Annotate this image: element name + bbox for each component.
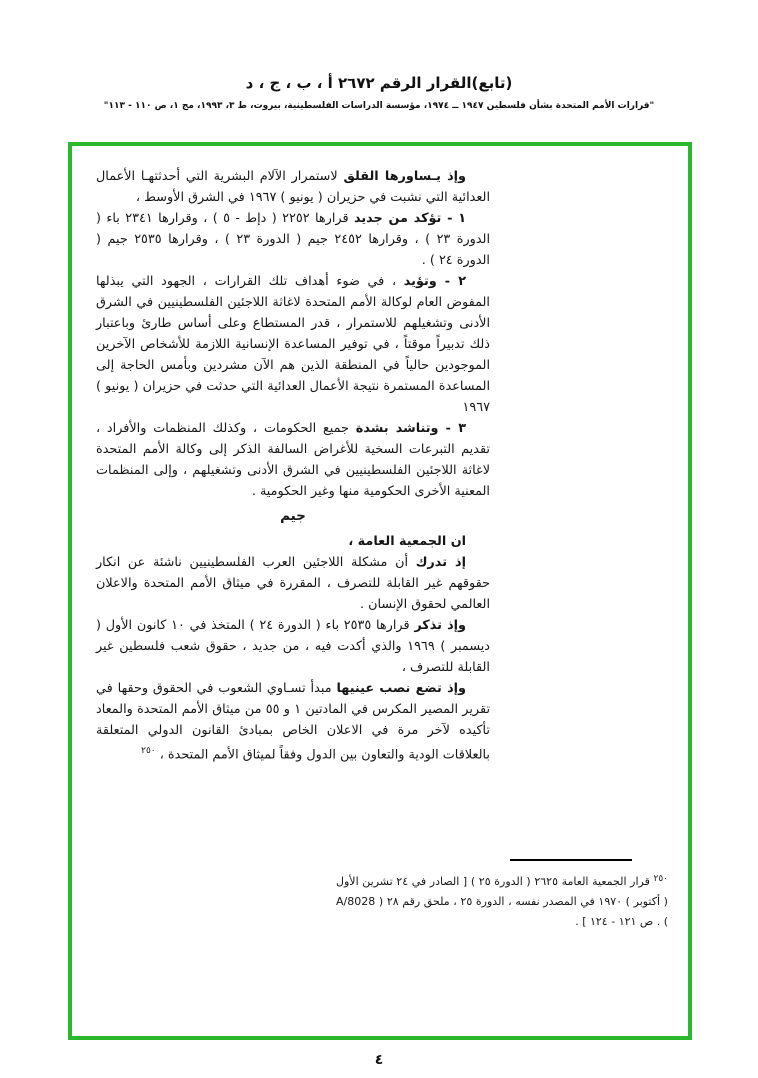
page-number: ٤ [374,1052,384,1068]
paragraph-lead: ان الجمعية العامة ، [348,534,466,549]
paragraph-operative-1 [96,208,490,271]
green-border-frame [68,142,692,1040]
footnote-text [336,869,668,932]
footnote-marker: ٢٥٠ [653,874,668,884]
footnote-separator-rule [510,859,632,861]
paragraph-text: أن مشكلة اللاجئين العرب الفلسطينيين ناشئة عن انكار حقوقهم غير القابلة للتصرف ، المقررة في ميثاق الأمم المتحدة والاعلان العالمي لحقوق الإنسان . [96,555,490,612]
paragraph-lead: وإذ تضع نصب عينيها [336,681,466,696]
paragraph-preamble-2 [96,552,490,615]
paragraph-text: جميع الحكومات ، وكذلك المنظمات والأفراد ، تقديم التبرعات السخية للأغراض السالفة الذكر إلى وكالة الأمم المتحدة لاغاثة اللاجئين الفلسطينيين في الشرق الأدنى وتشغيلهم ، وإلى المنظمات المعنية الأخرى الحكومية منها وغير الحكومية . [96,421,490,499]
paragraph-text: قرارها ٢٥٣٥ باء ( الدورة ٢٤ ) المتخذ في ١٠ كانون الأول ( ديسمبر ) ١٩٦٩ والذي أكدت فيه ، من جديد ، حقوق شعب فلسطين غير القابلة للتصرف ، [96,618,491,675]
footnote-body: قرار الجمعية العامة ٢٦٢٥ ( الدورة ٢٥ ) [ الصادر في ٢٤ تشرين الأول ( أكتوبر ) ١٩٧٠ في المصدر نفسه ، الدورة ٢٥ ، ملحق رقم ٢٨ ( A/8028 ) . ص ١٢١ - ١٢٤ ] . [336,875,668,928]
paragraph-preamble [96,166,490,208]
section-heading-jeem: جيم [280,508,306,524]
paragraph-text: مبدأ تسـاوي الشعوب في الحقوق وحقها في تقرير المصير المكرس في المادتين ١ و ٥٥ من ميثاق الأمم المتحدة والمعاد تأكيده لآخر مرة في الاعلان الخاص بمبادئ القانون الدولي المتعلقة بالعلاقات الودية والتعاون بين الدول وفقاً لميثاق الأمم المتحدة ، [96,681,490,763]
paragraph-assembly-opening [96,531,490,552]
paragraph-lead: ١ - تؤكد من جديد [353,211,467,226]
paragraph-operative-3 [96,418,490,502]
footnote-reference: ٢٥٠ [141,746,156,756]
document-source-line: "قرارات الأمم المتحدة بشأن فلسطين ١٩٤٧ ــ ١٩٧٤، مؤسسة الدراسات الفلسطينية، بيروت، ط ٣، ١٩٩٣، مج ١، ص ١١٠ - ١١٣" [103,101,655,111]
paragraph-text: قرارها ٢٢٥٢ ( دإط - ٥ ) ، وقرارها ٢٣٤١ باء ( الدورة ٢٣ ) ، وقرارها ٢٤٥٢ جيم ( الدورة ٢٣ ) ، وقرارها ٢٥٣٥ جيم ( الدورة ٢٤ ) . [96,211,490,268]
resolution-text-block [96,166,490,765]
paragraph-lead: وإذ يـساورها القلق [343,169,467,184]
paragraph-text: لاستمرار الآلام البشرية التي أحدثتهـا الأعمال العدائية التي نشبت في حزيران ( يونيو ) ١٩٦٧ في الشرق الأوسط ، [96,169,490,205]
paragraph-preamble-4 [96,678,490,765]
paragraph-lead: وإذ تذكر [414,618,466,633]
paragraph-lead: إذ تدرك [415,555,466,570]
paragraph-lead: ٣ - وتناشد بشدة [355,421,467,436]
page-header [0,74,758,111]
paragraph-operative-2 [96,271,490,418]
paragraph-text: ، في ضوء أهداف تلك القرارات ، الجهود التي يبذلها المفوض العام لوكالة الأمم المتحدة لاغاثة اللاجئين الفلسطينيين في الشرق الأدنى وتشغيلهم للاستمرار ، قدر المستطاع وعلى أساس طارئ وباعتبار ذلك تدبيراً موقتاً ، في توفير المساعدة الإنسانية اللازمة للأشخاص الآخرين الموجودين حالياً في المنطقة الذين هم الآن مشردين وبأمس الحاجة إلى المساعدة المستمرة نتيجة الأعمال العدائية التي حدثت في حزيران ( يونيو ) ١٩٦٧ [96,274,490,415]
document-title: (تابع)القرار الرقم ٢٦٧٢ أ ، ب ، ج ، د [245,74,513,92]
paragraph-lead: ٢ - وتؤيد [403,274,466,289]
footnote-block [336,859,668,932]
paragraph-preamble-3 [96,615,490,678]
